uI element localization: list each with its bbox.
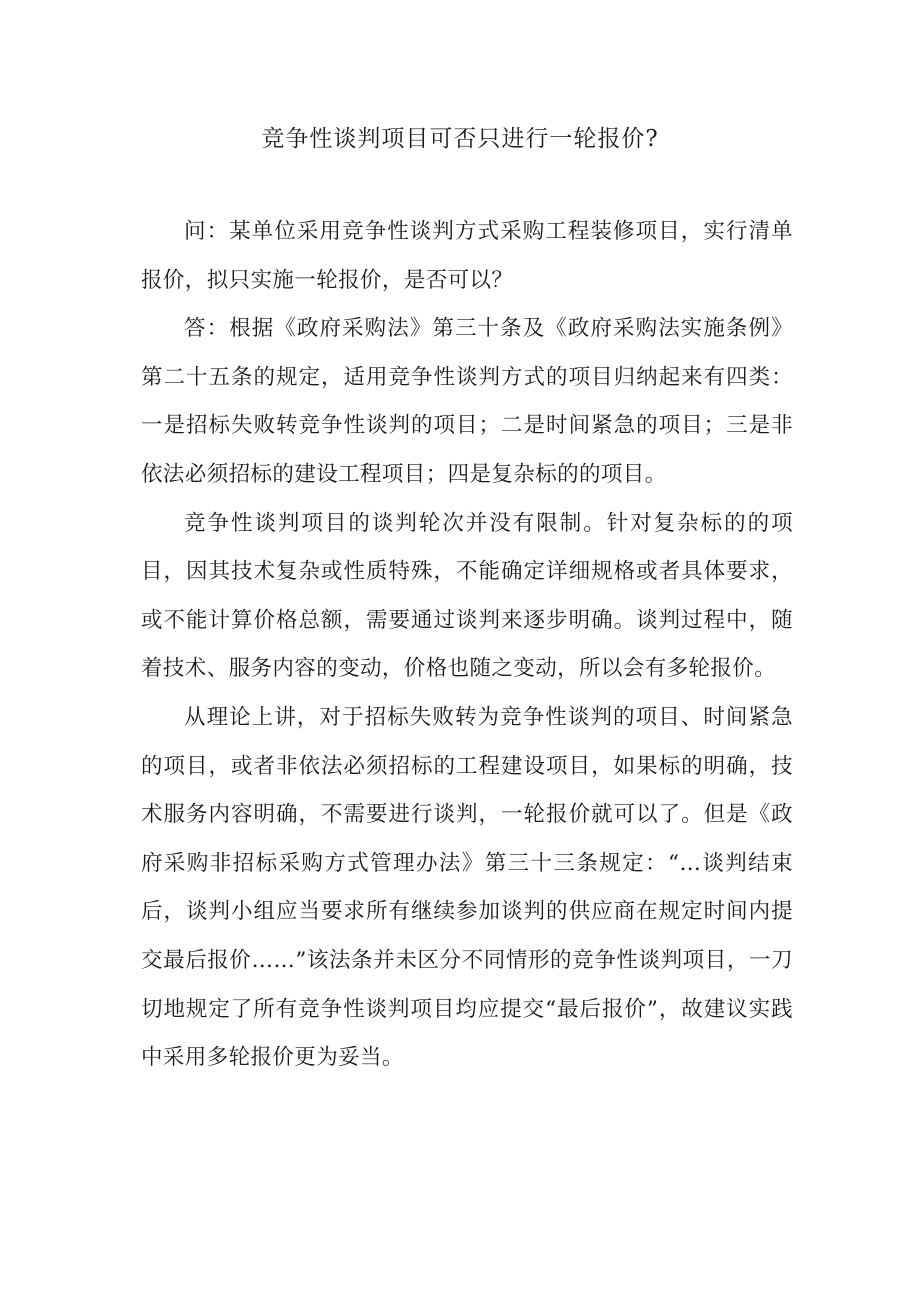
document-title: 竞争性谈判项目可否只进行一轮报价? (261, 126, 659, 152)
paragraph-theory: 从理论上讲，对于招标失败转为竞争性谈判的项目、时间紧急的项目，或者非依法必须招标的工程建设项目，如果标的明确，技术服务内容明确，不需要进行谈判，一轮报价就可以了。但是《政府采购非招标采购方式管理办法》第三十三条规定：“…谈判结束后，谈判小组应当要求所有继续参加谈判的供应商在规定时间内提交最后报价……”该法条并未区分不同情形的竞争性谈判项目，一刀切地规定了所有竞争性谈判项目均应提交“最后报价”，故建议实践中采用多轮报价更为妥当。 (141, 704, 793, 1071)
document-body (141, 208, 793, 1083)
paragraph-answer: 答：根据《政府采购法》第三十条及《政府采购法实施条例》第二十五条的规定，适用竞争性谈判方式的项目归纳起来有四类：一是招标失败转竞争性谈判的项目；二是时间紧急的项目；三是非依法必须招标的建设工程项目；四是复杂标的的项目。 (141, 316, 793, 487)
paragraph-rounds: 竞争性谈判项目的谈判轮次并没有限制。针对复杂标的的项目，因其技术复杂或性质特殊，不能确定详细规格或者具体要求，或不能计算价格总额，需要通过谈判来逐步明确。谈判过程中，随着技术、服务内容的变动，价格也随之变动，所以会有多轮报价。 (141, 510, 793, 682)
paragraph-question: 问：某单位采用竞争性谈判方式采购工程装修项目，实行清单报价，拟只实施一轮报价，是否可以？ (141, 219, 793, 293)
